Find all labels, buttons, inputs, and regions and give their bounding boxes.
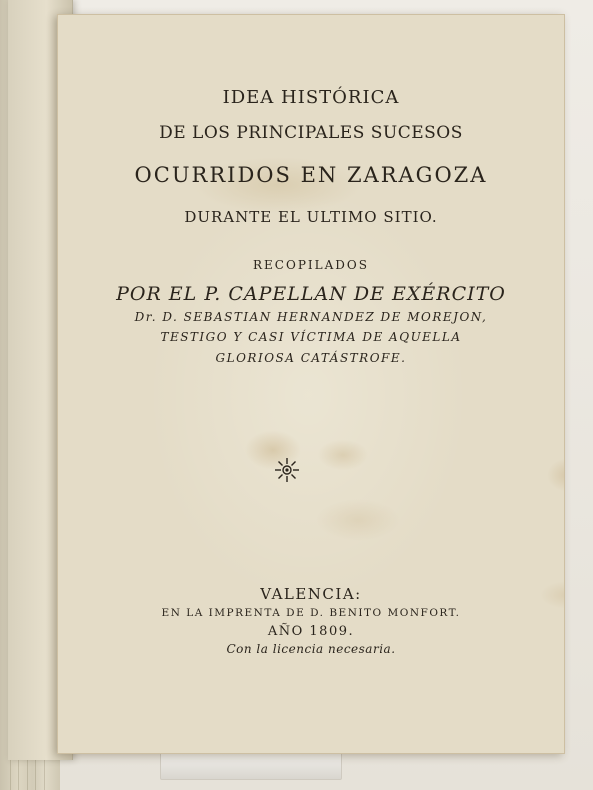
author-line-1: POR EL P. CAPELLAN DE EXÉRCITO xyxy=(116,283,506,305)
title-page xyxy=(57,14,565,754)
imprint-license: Con la licencia necesaria. xyxy=(226,642,396,656)
imprint-place: VALENCIA: xyxy=(260,585,362,603)
author-line-4: GLORIOSA CATÁSTROFE. xyxy=(215,351,407,365)
title-line-3: OCURRIDOS EN ZARAGOZA xyxy=(134,163,488,187)
author-line-2: Dr. D. SEBASTIAN HERNANDEZ DE MOREJON, xyxy=(134,310,488,324)
imprint-year: AÑO 1809. xyxy=(267,624,355,639)
imprint-printer: EN LA IMPRENTA DE D. BENITO MONFORT. xyxy=(161,607,461,619)
printers-ornament-icon xyxy=(274,457,300,483)
author-line-3: TESTIGO Y CASI VÍCTIMA DE AQUELLA xyxy=(160,330,462,344)
title-line-2: DE LOS PRINCIPALES SUCESOS xyxy=(159,123,463,143)
title-line-4: DURANTE EL ULTIMO SITIO. xyxy=(184,208,438,226)
compiled-line: RECOPILADOS xyxy=(253,258,369,272)
title-line-1: IDEA HISTÓRICA xyxy=(222,87,400,108)
